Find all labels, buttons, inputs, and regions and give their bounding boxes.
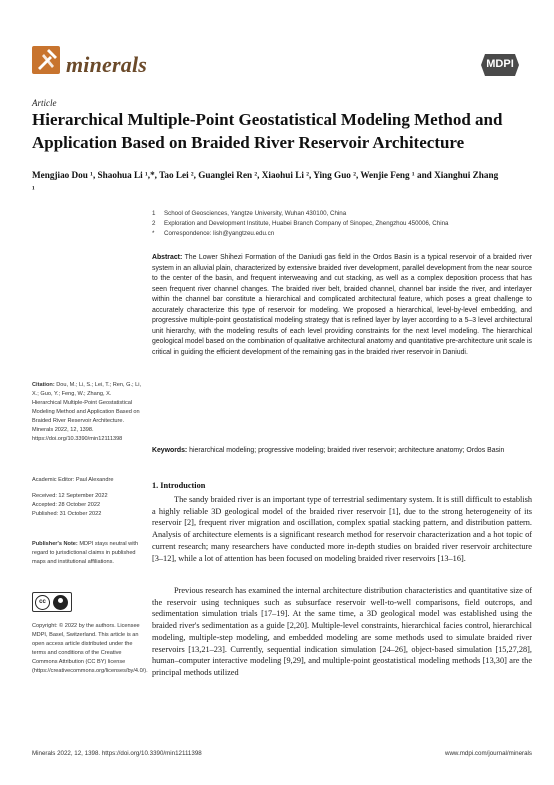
citation-text[interactable]: Dou, M.; Li, S.; Lei, T.; Ren, G.; Li, X.; Guo, Y.; Feng, W.; Zhang, X. Hierarchical Multiple-Point Geostatistical Modeling Method and Application Based on Braided River Reservoir Architecture. Minerals 2022, 12, 1398. https://doi.org/10.3390/min12111398	[32, 382, 142, 442]
affiliation-number: 1	[152, 210, 156, 217]
affiliation-2	[152, 219, 532, 229]
article-type: Article	[32, 98, 57, 108]
citation-label: Citation:	[32, 382, 55, 388]
footer-journal-url[interactable]: www.mdpi.com/journal/minerals	[445, 750, 532, 757]
section-heading: 1. Introduction	[152, 481, 206, 490]
publication-dates	[32, 492, 142, 519]
affiliations	[152, 209, 532, 239]
affiliation-text: Exploration and Development Institute, Huabei Branch Company of Sinopec, Zhengzhou 450006, China	[164, 220, 449, 227]
published-date: Published: 31 October 2022	[32, 511, 102, 517]
publisher-note	[32, 540, 142, 567]
keywords-text: hierarchical modeling; progressive modeling; braided river reservoir; architecture anatomy; Ordos Basin	[189, 447, 505, 454]
abstract	[152, 253, 532, 358]
accepted-date: Accepted: 28 October 2022	[32, 502, 101, 508]
author-list: Mengjiao Dou ¹, Shaohua Li ¹,*, Tao Lei ², Guanglei Ren ², Xiaohui Li ², Ying Guo ², Wenjie Feng ¹ and Xianghui Zhang ¹	[32, 170, 499, 194]
paper-title: Hierarchical Multiple-Point Geostatistical Modeling Method and Application Based on Braided River Reservoir Architecture	[32, 110, 503, 152]
body-paragraph: The sandy braided river is an important type of terrestrial sedimentary system. It is still difficult to establish a highly reliable 3D geological model of the braided river reservoir [1], due to the strong heterogeneity of its reservoir [2], frequent river migration and oscillation, complex spatial stacking pattern, and distribution pattern. Analysis of architecture elements is a significant research method for reservoir characterization and a hot topic of current research; many researchers have conducted more in-depth studies on braided river reservoir architecture [3–12], while a lot of attention has been focused on modeling braided river reservoirs [13–16].	[152, 495, 532, 563]
correspondence-text[interactable]: Correspondence: lish@yangtzeu.edu.cn	[164, 230, 275, 237]
affiliation-text: School of Geosciences, Yangtze University, Wuhan 430100, China	[164, 210, 347, 217]
abstract-text: The Lower Shihezi Formation of the Daniudi gas field in the Ordos Basin is a typical reservoir of a braided river system in an alluvial plain, characterized by extensive braided river development, parallel development from the near source to the center of the basin, and frequent interweaving and cut stacking, as well as a complex deposition process that has seen frequent river channel changes. The braided river belt, braided channel, channel bar inside the river, and interlayer within the channel bar constitute a hierarchical and complicated architectural feature, which poses a great challenge to accurately characterize this type of reservoir for modeling. We proposed a hierarchical, level-by-level embedding, and progressive multiple-point geostatistical modeling strategy that is refined layer by layer according to a 5–3 level architectural unit hierarchy, with the modeling results of each level providing constraints for the next level modeling. The hierarchical geological model based on the combination of qualitative architectural anatomy and quantitative pre-architecture unit scale is critical in guiding the efficient development of the remaining gas in the braided river reservoir in Daniudi.	[152, 254, 532, 356]
correspondence	[152, 229, 532, 239]
footer-citation[interactable]: Minerals 2022, 12, 1398. https://doi.org/10.3390/min12111398	[32, 750, 202, 757]
publisher-note-label: Publisher's Note:	[32, 541, 78, 547]
keywords	[152, 446, 532, 457]
affiliation-number: *	[152, 230, 155, 237]
hammer-pick-icon	[32, 46, 60, 74]
license-text: Copyright: © 2022 by the authors. Licensee MDPI, Basel, Switzerland. This article is an open access article distributed under the terms and conditions of the Creative Commons Attribution (CC BY) license (https://creativecommons.org/licenses/by/4.0/).	[32, 623, 148, 674]
keywords-label: Keywords:	[152, 447, 188, 454]
body-paragraph: Previous research has examined the internal architecture distribution characteristics and quantitative size of the reservoir using techniques such as subsurface reservoir well-to-well comparisons, field outcrops, and sedimentation simulation trials [17–19]. At the same time, a 3D geological model was established using the braided river's sedimentation as a guide [2,20]. Multiple-level constraints, hierarchical facies control, hierarchical modeling, multiple-step modeling, and embedded modeling are some methods used to simulate braided river reservoirs [13,21–23]. Currently, sequential indication simulation [24–26], object-based simulation [15,27,28], human–computer interactive modeling [9,29], and multiple-point geostatistical modeling methods [13,30] are the principal methods utilized	[152, 586, 532, 677]
affiliation-number: 2	[152, 220, 156, 227]
by-mark	[53, 595, 68, 610]
abstract-label: Abstract:	[152, 254, 183, 261]
publisher-note-text: MDPI stays neutral with regard to jurisdictional claims in published maps and institutional affiliations.	[32, 541, 139, 565]
citation-block	[32, 381, 142, 444]
publisher-name: MDPI	[486, 58, 514, 70]
cc-by-icon[interactable]	[32, 592, 72, 612]
affiliation-1	[152, 209, 532, 219]
academic-editor: Academic Editor: Paul Alexandre	[32, 477, 114, 483]
journal-name[interactable]: minerals	[66, 52, 148, 77]
cc-mark: cc	[35, 595, 50, 610]
received-date: Received: 12 September 2022	[32, 493, 108, 499]
